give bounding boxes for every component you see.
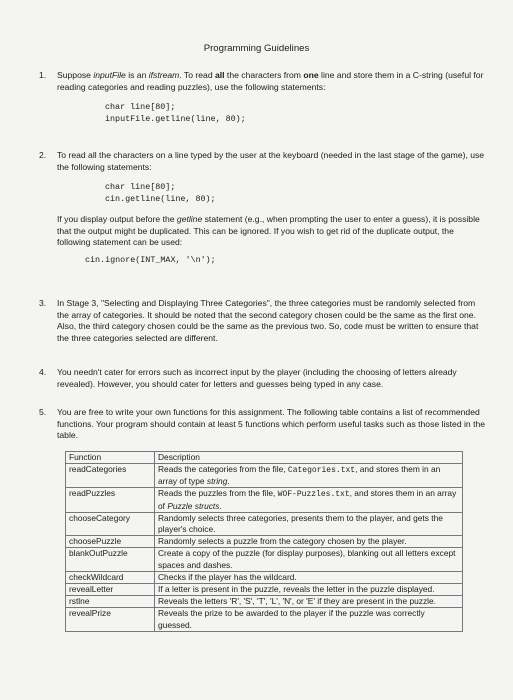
header-description: Description <box>155 451 463 463</box>
function-name-cell: readPuzzles <box>66 488 155 512</box>
table-row <box>66 548 463 571</box>
function-description-cell: Randomly selects three categories, presents them to the player, and gets the player's choice. <box>155 512 463 535</box>
item-body: To read all the characters on a line typed by the user at the keyboard (needed in the last stage of the game), use the following statements: char line[80]; cin.getline(line, 80); If you display output before the getline statement (e.g., when prompting the user to enter a guess), it is possible that the output might be duplicated. This can be ignored. If you wish to get rid of the duplicate output, the following statement can be used: cin.ignore(INT_MAX, '\n'); <box>57 150 487 266</box>
function-description-cell: Checks if the player has the wildcard. <box>155 571 463 583</box>
item-body: You are free to write your own functions for this assignment. The following table contains a list of recommended functions. Your program should contain at least 5 functions which perform useful tasks such as those listed in the table. Function Description readCategories Reads the categories from the file, Categories.txt, and stores them in an array of type string. readPuzzles Reads the puzzles from the file, WOF-Puzzles.txt, and stores them in an array of Puzzle structs. chooseCategory Randomly selects three categories, presents them to the player, and gets the player's choice. choosePuzzle Randomly selects a puzzle from the category chosen by the player. blankOutPuzzle Create a copy of the puzzle (for display purposes), blanking out all letters except spaces and dashes. checkWildcard Checks if the player has the wildcard. revealLetter If a letter is present in the puzzle, reveals the letter in the puzzle displayed. rstlne Reveals the letters 'R', 'S', 'T', 'L', 'N', or 'E' if they are present in the puzzle. revealPrize Reveals the prize to be awarded to the player if the puzzle was correctly guessed. <box>57 407 487 632</box>
function-name-cell: readCategories <box>66 463 155 487</box>
function-name-cell: revealPrize <box>66 608 155 631</box>
function-description-cell: Randomly selects a puzzle from the category chosen by the player. <box>155 536 463 548</box>
item-number: 5. <box>39 407 47 417</box>
function-description-cell: Reveals the prize to be awarded to the player if the puzzle was correctly guessed. <box>155 608 463 631</box>
item-number: 2. <box>39 150 47 160</box>
item-number: 1. <box>39 70 47 80</box>
item-body: You needn't cater for errors such as incorrect input by the player (including the choosing of letters already revealed). However, you should cater for letters and guesses being typed in any case. <box>57 367 457 389</box>
item-number: 3. <box>39 298 47 308</box>
table-row <box>66 584 463 596</box>
table-row <box>66 488 463 512</box>
table-header-row <box>66 451 463 463</box>
item-body: In Stage 3, "Selecting and Displaying Three Categories", the three categories must be randomly selected from the array of categories. It should be noted that the second category chosen could be the same as the first one. Also, the third category chosen could be the same as the previous two. So, code must be written to ensure that the three categories selected are different. <box>57 298 479 343</box>
page-title: Programming Guidelines <box>203 43 310 54</box>
guideline-4 <box>39 367 487 390</box>
table-row <box>66 608 463 631</box>
function-description-cell: Reveals the letters 'R', 'S', 'T', 'L', 'N', or 'E' if they are present in the puzzle. <box>155 596 463 608</box>
functions-table <box>65 451 463 632</box>
table-row <box>66 596 463 608</box>
function-description-cell: If a letter is present in the puzzle, reveals the letter in the puzzle displayed. <box>155 584 463 596</box>
function-name-cell: chooseCategory <box>66 512 155 535</box>
code-block: char line[80]; cin.getline(line, 80); <box>105 182 216 204</box>
function-name-cell: revealLetter <box>66 584 155 596</box>
function-description-cell: Reads the categories from the file, Categories.txt, and stores them in an array of type string. <box>155 463 463 487</box>
function-description-cell: Reads the puzzles from the file, WOF-Puzzles.txt, and stores them in an array of Puzzle structs. <box>155 488 463 512</box>
table-row <box>66 571 463 583</box>
function-name-cell: rstlne <box>66 596 155 608</box>
code-block: cin.ignore(INT_MAX, '\n'); <box>85 254 216 265</box>
function-name-cell: blankOutPuzzle <box>66 548 155 571</box>
table-body <box>66 463 463 631</box>
guideline-5 <box>39 407 487 632</box>
function-name-cell: choosePuzzle <box>66 536 155 548</box>
item-body: Suppose inputFile is an ifstream. To read all the characters from one line and store them in a C-string (useful for reading categories and reading puzzles), use the following statements: char line[80]; inputFile.getline(line, 80); <box>57 70 487 125</box>
header-function: Function <box>66 451 155 463</box>
function-description-cell: Create a copy of the puzzle (for display purposes), blanking out all letters except spaces and dashes. <box>155 548 463 571</box>
guideline-2 <box>39 150 487 266</box>
item-number: 4. <box>39 367 47 377</box>
function-name-cell: checkWildcard <box>66 571 155 583</box>
note-paragraph: If you display output before the getline statement (e.g., when prompting the user to enter a guess), it is possible that the output might be duplicated. This can be ignored. If you wish to get rid of the duplicate output, the following statement can be used: <box>57 214 480 248</box>
table-row <box>66 463 463 487</box>
code-block: char line[80]; inputFile.getline(line, 80); <box>105 102 246 124</box>
table-row <box>66 512 463 535</box>
guideline-1 <box>39 70 487 125</box>
table-row <box>66 536 463 548</box>
guideline-3 <box>39 298 487 344</box>
